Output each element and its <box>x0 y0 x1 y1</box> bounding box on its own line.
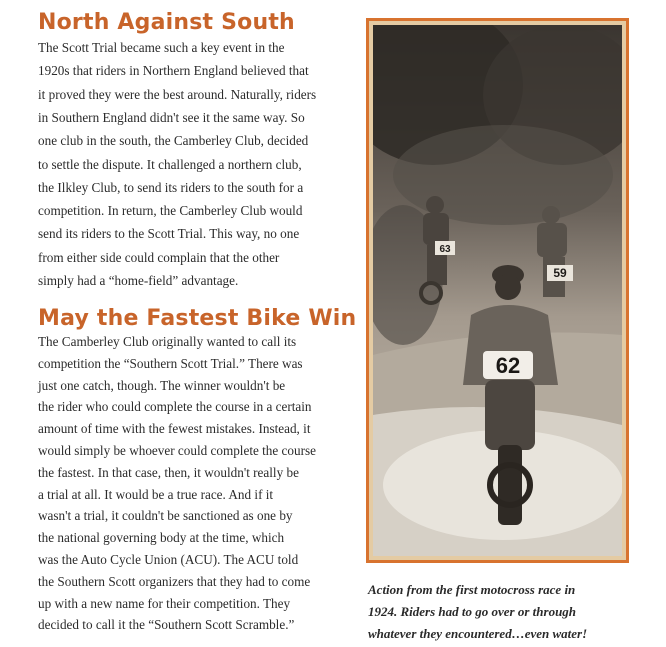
paragraph-line: 1920s that riders in Northern England believed that <box>38 63 309 79</box>
paragraph-line: in Southern England didn't see it the same way. So <box>38 109 305 125</box>
paragraph-line: decided to call it the “Southern Scott Scramble.” <box>38 617 295 633</box>
paragraph-line: a trial at all. It would be a true race. And if it <box>38 486 274 502</box>
paragraph-line: The Camberley Club originally wanted to call its <box>38 334 297 349</box>
paragraph-line: the Southern Scott organizers that they had to come <box>38 573 311 589</box>
paragraph-line: wasn't a trial, it couldn't be sanctioned as one by <box>38 508 293 524</box>
paragraph-line: to settle the dispute. It challenged a northern club, <box>38 156 302 172</box>
paragraph-line: The Scott Trial became such a key event in the <box>38 40 285 55</box>
paragraph-line: simply had a “home-field” advantage. <box>38 273 239 288</box>
paragraph-line: the national governing body at the time, which <box>38 530 285 546</box>
section-heading-fastest-bike: May the Fastest Bike Win <box>38 306 357 331</box>
caption-line: whatever they encountered…even water! <box>368 626 588 641</box>
paragraph-line: just one catch, though. The winner wouldn't be <box>38 377 286 393</box>
plate-number: 59 <box>553 266 567 280</box>
plate-number: 62 <box>495 353 521 378</box>
paragraph-line: the rider who could complete the course in a certain <box>38 399 312 415</box>
paragraph-line: the fastest. In that case, then, it wouldn't really be <box>38 464 299 480</box>
plate-number: 63 <box>439 244 451 255</box>
paragraph-line: the Ilkley Club, to send its riders to the south for a <box>38 179 304 195</box>
paragraph-line: send its riders to the Scott Trial. This way, no one <box>38 226 300 242</box>
paragraph-line: up with a new name for their competition. They <box>38 595 291 611</box>
paragraph-line: one club in the south, the Camberley Club, decided <box>38 133 309 149</box>
section-heading-north-against-south: North Against South <box>38 10 295 35</box>
paragraph-line: would simply be whoever could complete the course <box>38 443 316 458</box>
caption-line: 1924. Riders had to go over or through <box>368 604 577 619</box>
motocross-photo <box>373 25 622 556</box>
paragraph-line: it proved they were the best around. Naturally, riders <box>38 86 317 102</box>
paragraph-line: competition the “Southern Scott Trial.” There was <box>38 355 303 371</box>
paragraph-line: from either side could complain that the other <box>38 249 280 265</box>
paragraph-line: competition. In return, the Camberley Club would <box>38 203 303 219</box>
photo-frame <box>366 18 629 563</box>
paragraph-line: was the Auto Cycle Union (ACU). The ACU told <box>38 552 299 567</box>
caption-line: Action from the first motocross race in <box>368 582 576 597</box>
paragraph-line: amount of time with the fewest mistakes. Instead, it <box>38 421 311 437</box>
